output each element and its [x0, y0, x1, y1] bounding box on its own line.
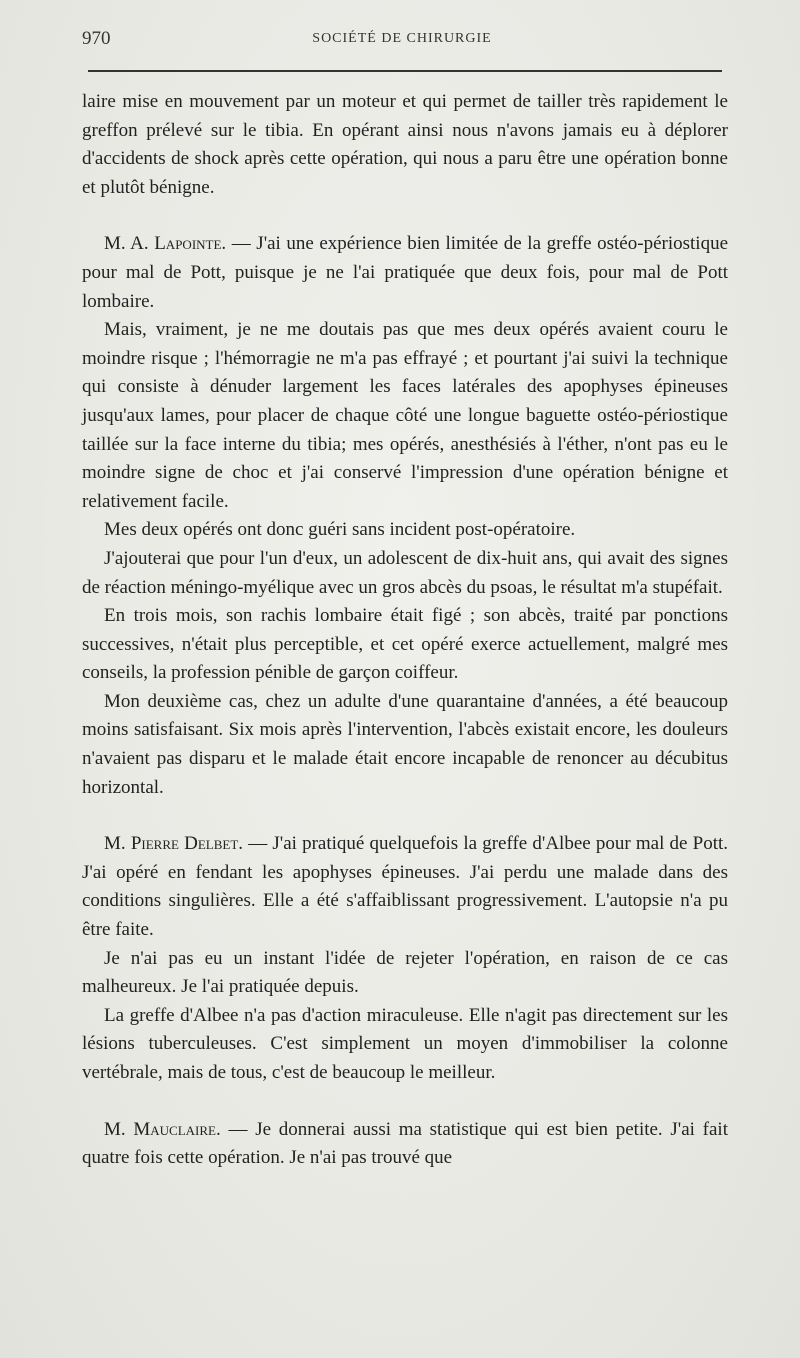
body-text: [82, 88, 728, 1173]
paragraph: La greffe d'Albee n'a pas d'action miraculeuse. Elle n'agit pas directement sur les lésions tuberculeuses. C'est simplement un moyen d'immobiliser la colonne vertébrale, mais de tous, c'est de beaucoup le meilleur.: [82, 1004, 728, 1083]
speaker-text: — J'ai une expérience bien limitée de la greffe ostéo-périostique pour mal de Pott, puisque je ne l'ai pratiquée que deux fois, pour mal de Pott lombaire.: [82, 233, 728, 312]
speaker-prefix: M.: [104, 1118, 126, 1140]
page-number: 970: [82, 28, 111, 49]
speaker-paragraph-delbet: [82, 830, 728, 944]
running-head: SOCIÉTÉ DE CHIRURGIE: [312, 31, 492, 46]
paragraph: Mais, vraiment, je ne me doutais pas que mes deux opérés avaient couru le moindre risque ; l'hémorragie ne m'a pas effrayé ; et pourtant j'ai suivi la technique qui consiste à dénuder largement les faces latérales des apophyses épineuses jusqu'aux lames, pour placer de chaque côté une longue baguette ostéo-périostique taillée sur la face interne du tibia; mes opérés, anesthésiés à l'éther, n'ont pas eu le moindre signe de choc et j'ai conservé l'impression d'une opération bénigne et relativement facile.: [82, 319, 728, 512]
paragraph: J'ajouterai que pour l'un d'eux, un adolescent de dix-huit ans, qui avait des signes de réaction méningo-myélique avec un gros abcès du psoas, le résultat m'a stupéfait.: [82, 547, 728, 598]
speaker-name: Lapointe.: [154, 233, 227, 255]
speaker-paragraph-mauclaire: [82, 1116, 728, 1173]
speaker-name: Mauclaire.: [133, 1118, 221, 1140]
speaker-prefix: M.: [104, 833, 126, 855]
speaker-paragraph-lapointe: [82, 230, 728, 316]
paragraph: En trois mois, son rachis lombaire était figé ; son abcès, traité par ponctions successives, n'était plus perceptible, et cet opéré exerce actuellement, malgré mes conseils, la profession pénible de garçon coiffeur.: [82, 605, 728, 684]
paragraph: Je n'ai pas eu un instant l'idée de rejeter l'opération, en raison de ce cas malheureux. Je l'ai pratiquée depuis.: [82, 947, 728, 998]
speaker-text: — Je donnerai aussi ma statistique qui est bien petite. J'ai fait quatre fois cette opération. Je n'ai pas trouvé que: [82, 1118, 728, 1169]
paragraph: Mes deux opérés ont donc guéri sans incident post-opératoire.: [104, 519, 576, 541]
page-header: [82, 28, 722, 52]
paragraph: Mon deuxième cas, chez un adulte d'une quarantaine d'années, a été beaucoup moins satisfaisant. Six mois après l'intervention, l'abcès existait encore, les douleurs n'avaient pas disparu et le malade était encore incapable de renoncer au décubitus horizontal.: [82, 690, 728, 798]
speaker-name: Pierre Delbet.: [130, 833, 244, 855]
header-rule: [88, 70, 722, 72]
speaker-text: — J'ai pratiqué quelquefois la greffe d'Albee pour mal de Pott. J'ai opéré en fendant les apophyses épineuses. J'ai perdu une malade dans des conditions singulières. Elle a été s'affaiblissant progressivement. L'autopsie n'a pu être faite.: [82, 833, 729, 941]
paragraph: laire mise en mouvement par un moteur et qui permet de tailler très rapidement le greffon prélevé sur le tibia. En opérant ainsi nous n'avons jamais eu à déplorer d'accidents de shock après cette opération, qui nous a paru être une opération bonne et plutôt bénigne.: [82, 91, 728, 198]
speaker-prefix: M. A.: [104, 233, 149, 255]
